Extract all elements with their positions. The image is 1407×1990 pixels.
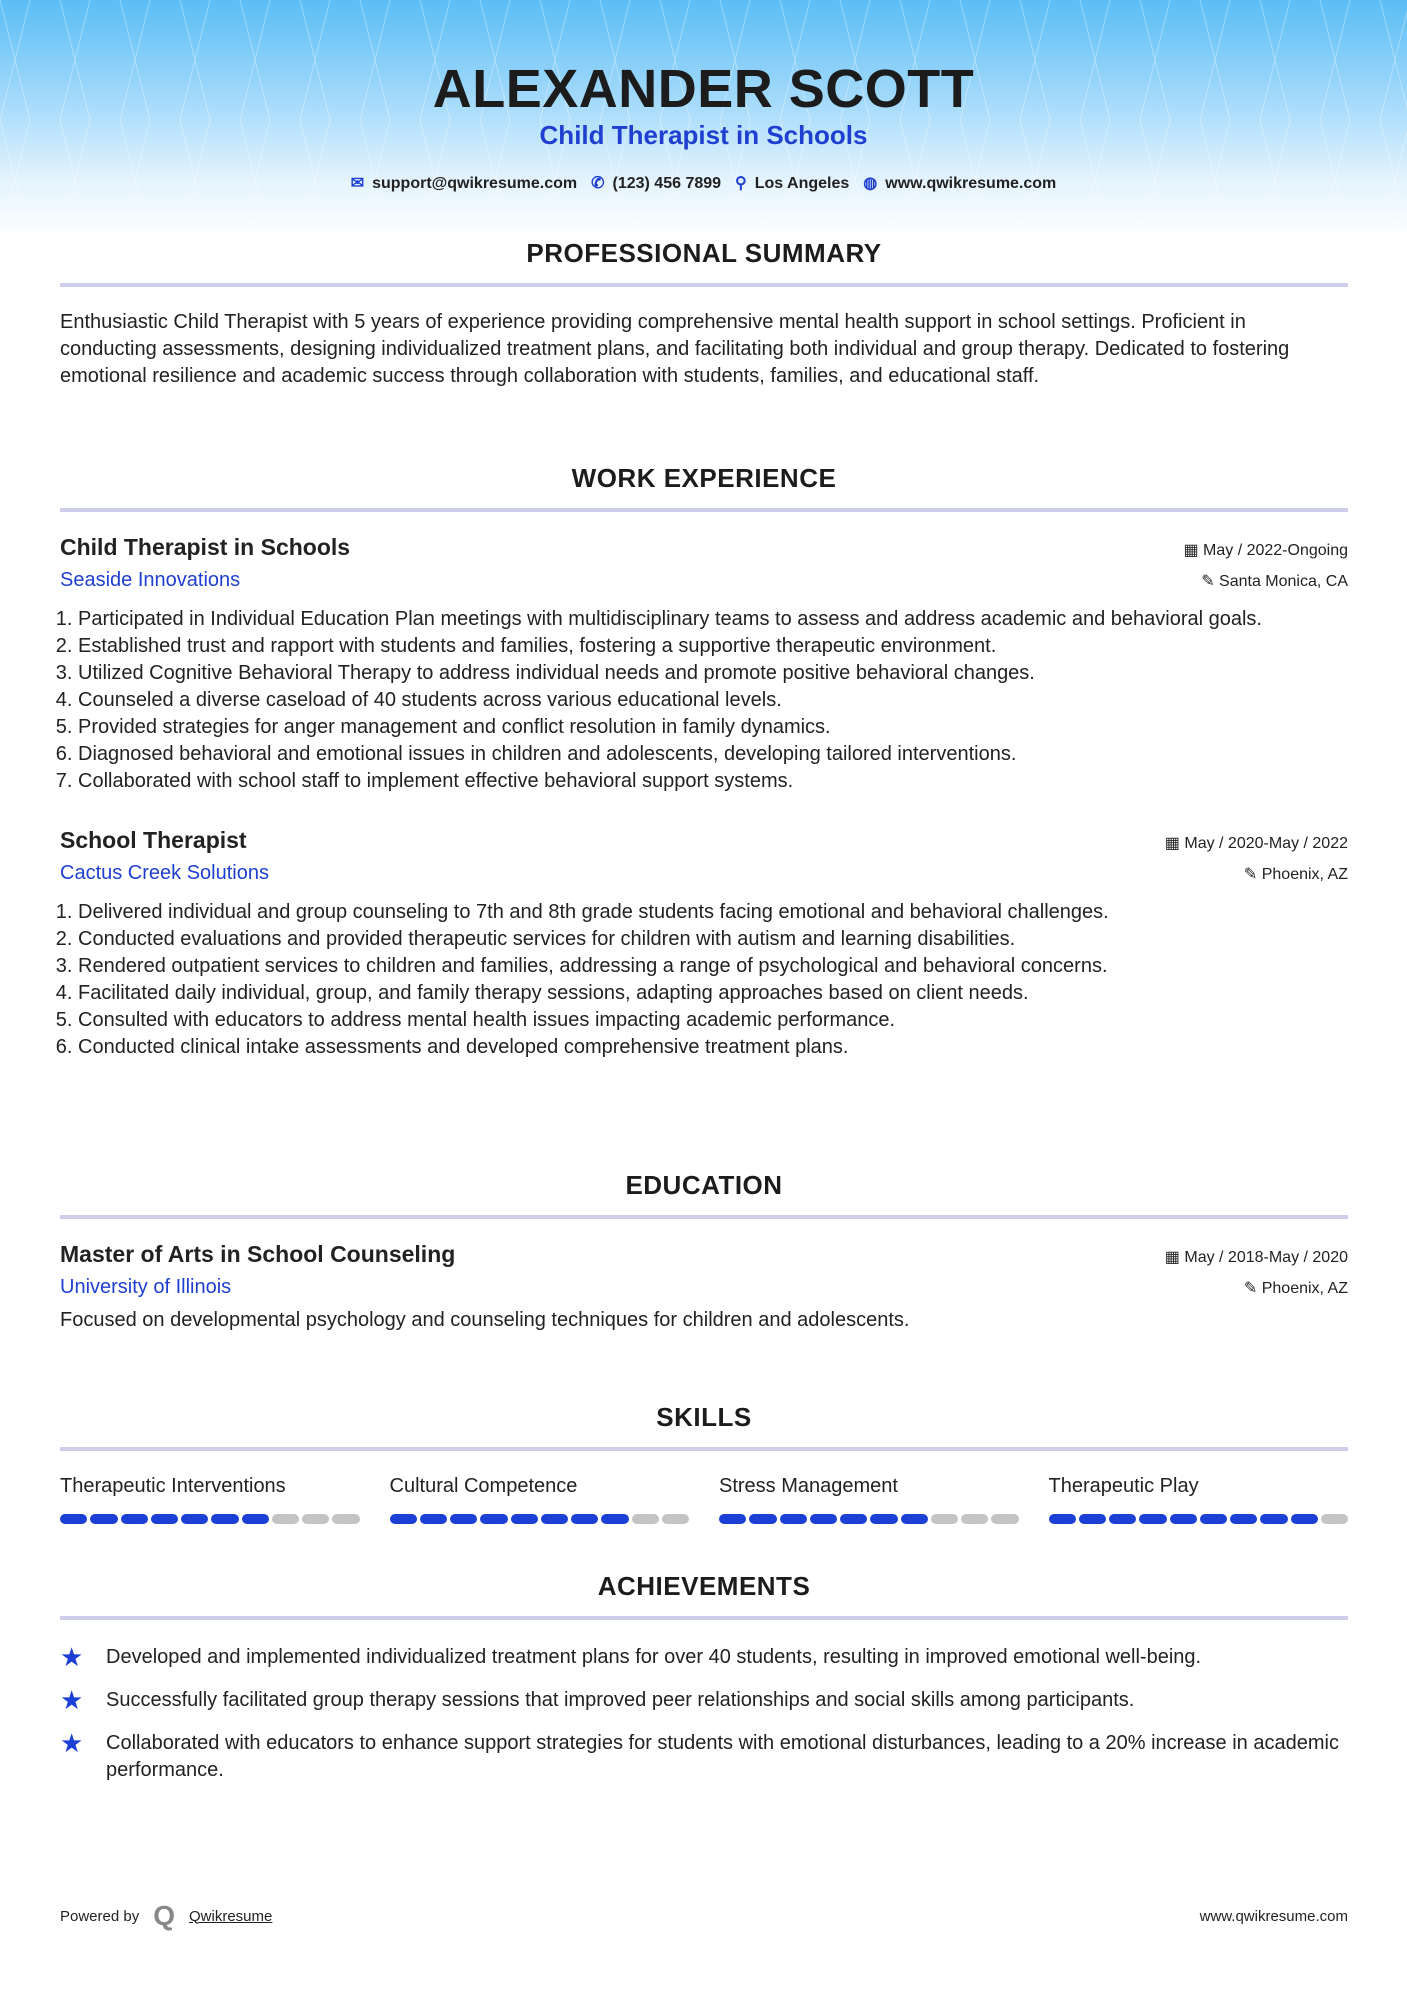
skill-segment bbox=[60, 1514, 87, 1524]
divider bbox=[60, 1616, 1348, 1620]
section-heading: ACHIEVEMENTS bbox=[597, 1571, 811, 1601]
skill-segment bbox=[1049, 1514, 1076, 1524]
company: Cactus Creek Solutions bbox=[60, 862, 269, 884]
skill-segment bbox=[420, 1514, 447, 1524]
job-title: School Therapist bbox=[60, 827, 247, 853]
job-bullet: 2. Established trust and rapport with students and families, fostering a supportive therapeutic environment. bbox=[78, 633, 1348, 660]
skill-segment bbox=[1291, 1514, 1318, 1524]
divider bbox=[60, 1447, 1348, 1451]
skill-segment bbox=[1170, 1514, 1197, 1524]
skill-segment bbox=[1200, 1514, 1227, 1524]
job-bullet: 1. Participated in Individual Education Plan meetings with multidisciplinary teams to assess and address academic and behavioral goals. bbox=[78, 606, 1348, 633]
skill-item bbox=[390, 1475, 690, 1524]
skill-name: Stress Management bbox=[719, 1475, 898, 1497]
section-heading: EDUCATION bbox=[625, 1170, 783, 1200]
skill-segment bbox=[1079, 1514, 1106, 1524]
location-icon: ⚲ bbox=[735, 175, 747, 192]
skill-segment bbox=[780, 1514, 807, 1524]
achievement-item: ★ Successfully facilitated group therapy sessions that improved peer relationships and social skills among participants. bbox=[60, 1685, 1135, 1715]
contact-item[interactable]: ⚲ Los Angeles bbox=[735, 175, 850, 192]
phone-icon: ✆ bbox=[591, 175, 605, 192]
job-location: ✎ Phoenix, AZ bbox=[1243, 866, 1348, 883]
education-section bbox=[60, 1170, 1348, 1334]
job-title: Child Therapist in Schools bbox=[60, 534, 351, 560]
skill-segment bbox=[1260, 1514, 1287, 1524]
skill-segment bbox=[272, 1514, 299, 1524]
candidate-title: Child Therapist in Schools bbox=[539, 120, 868, 150]
pin-icon: ✎ bbox=[1243, 866, 1262, 883]
skill-segment bbox=[511, 1514, 538, 1524]
skill-level-bar bbox=[60, 1514, 360, 1524]
skills-section bbox=[60, 1402, 1348, 1524]
section-heading: WORK EXPERIENCE bbox=[571, 463, 837, 493]
skill-segment bbox=[571, 1514, 598, 1524]
job-bullet: 3. Utilized Cognitive Behavioral Therapy to address individual needs and promote positive behavioral changes. bbox=[78, 660, 1348, 687]
skill-level-bar bbox=[1049, 1514, 1349, 1524]
contact-item[interactable]: ✆ (123) 456 7899 bbox=[591, 175, 722, 192]
skill-segment bbox=[991, 1514, 1018, 1524]
skill-segment bbox=[541, 1514, 568, 1524]
job-bullet: 3. Rendered outpatient services to children and families, addressing a range of psychological and behavioral concerns. bbox=[78, 953, 1348, 980]
skill-segment bbox=[121, 1514, 148, 1524]
skill-segment bbox=[749, 1514, 776, 1524]
skill-segment bbox=[211, 1514, 238, 1524]
calendar-icon: ▦ bbox=[1164, 835, 1185, 852]
skill-segment bbox=[242, 1514, 269, 1524]
calendar-icon: ▦ bbox=[1164, 1249, 1185, 1266]
achievement-item: ★ Developed and implemented individualized treatment plans for over 40 students, resulting in improved emotional well-being. bbox=[60, 1642, 1202, 1672]
skill-segment bbox=[901, 1514, 928, 1524]
skill-segment bbox=[390, 1514, 417, 1524]
job-date: ▦ May / 2020-May / 2022 bbox=[1164, 835, 1348, 852]
skill-name: Therapeutic Interventions bbox=[60, 1475, 286, 1497]
footer-url[interactable]: www.qwikresume.com bbox=[1199, 1907, 1348, 1925]
powered-by: Powered by bbox=[60, 1907, 140, 1925]
skill-segment bbox=[961, 1514, 988, 1524]
experience-section bbox=[60, 463, 1348, 1061]
job-bullet: 4. Counseled a diverse caseload of 40 students across various educational levels. bbox=[78, 687, 1348, 714]
skill-segment bbox=[1321, 1514, 1348, 1524]
job-bullet: 2. Conducted evaluations and provided therapeutic services for children with autism and learning disabilities. bbox=[78, 926, 1348, 953]
skill-segment bbox=[870, 1514, 897, 1524]
divider bbox=[60, 283, 1348, 287]
skill-segment bbox=[332, 1514, 359, 1524]
skill-name: Cultural Competence bbox=[389, 1475, 578, 1497]
calendar-icon: ▦ bbox=[1183, 542, 1204, 559]
job-entry bbox=[60, 534, 1348, 795]
job-bullet: 7. Collaborated with school staff to implement effective behavioral support systems. bbox=[78, 768, 1348, 795]
job-bullets bbox=[60, 606, 1348, 795]
skill-segment bbox=[151, 1514, 178, 1524]
skill-segment bbox=[810, 1514, 837, 1524]
summary-text: Enthusiastic Child Therapist with 5 years of experience providing comprehensive mental health support in school settings. Proficient in conducting assessments, designing individualized treatment plans, and facilitating both individual and group therapy. Dedicated to fostering emotional resilience and academic success through collaboration with students, families, and educational staff. bbox=[60, 311, 1290, 387]
school: University of Illinois bbox=[60, 1276, 232, 1298]
contact-row bbox=[0, 173, 1407, 193]
qwikresume-logo-icon: Q bbox=[153, 1900, 175, 1931]
skill-item bbox=[1049, 1475, 1349, 1524]
job-bullet: 5. Provided strategies for anger management and conflict resolution in family dynamics. bbox=[78, 714, 1348, 741]
summary-section bbox=[60, 238, 1348, 390]
skill-segment bbox=[302, 1514, 329, 1524]
skill-segment bbox=[840, 1514, 867, 1524]
company: Seaside Innovations bbox=[60, 569, 241, 591]
skill-segment bbox=[1230, 1514, 1257, 1524]
email-icon: ✉ bbox=[350, 175, 365, 192]
header-banner bbox=[0, 0, 1407, 240]
job-entry bbox=[60, 827, 1348, 1061]
section-heading: PROFESSIONAL SUMMARY bbox=[526, 238, 882, 268]
star-icon: ★ bbox=[60, 1642, 84, 1672]
brand-link[interactable]: Qwikresume bbox=[189, 1907, 273, 1925]
edu-date: ▦ May / 2018-May / 2020 bbox=[1164, 1249, 1348, 1266]
skill-segment bbox=[601, 1514, 628, 1524]
skill-segment bbox=[450, 1514, 477, 1524]
achievement-item: ★ Collaborated with educators to enhance support strategies for students with emotional disturbances, leading to a 20% increase in academic performance. bbox=[60, 1730, 1348, 1784]
skill-segment bbox=[662, 1514, 689, 1524]
achievements-section bbox=[60, 1571, 1348, 1800]
skill-item bbox=[60, 1475, 360, 1524]
job-bullet: 6. Diagnosed behavioral and emotional issues in children and adolescents, developing tailored interventions. bbox=[78, 741, 1348, 768]
skill-segment bbox=[480, 1514, 507, 1524]
skill-segment bbox=[1109, 1514, 1136, 1524]
job-bullet: 4. Facilitated daily individual, group, and family therapy sessions, adapting approaches based on client needs. bbox=[78, 980, 1348, 1007]
job-date: ▦ May / 2022-Ongoing bbox=[1183, 542, 1348, 559]
job-bullets bbox=[60, 899, 1348, 1061]
skill-level-bar bbox=[719, 1514, 1019, 1524]
section-heading: SKILLS bbox=[656, 1402, 752, 1432]
contact-item[interactable]: ✉ support@qwikresume.com bbox=[350, 175, 578, 192]
divider bbox=[60, 1215, 1348, 1219]
footer bbox=[60, 1900, 1348, 1932]
job-bullet: 5. Consulted with educators to address mental health issues impacting academic performance. bbox=[78, 1007, 1348, 1034]
edu-location: ✎ Phoenix, AZ bbox=[1243, 1280, 1348, 1297]
skill-segment bbox=[181, 1514, 208, 1524]
skill-segment bbox=[719, 1514, 746, 1524]
skill-segment bbox=[1139, 1514, 1166, 1524]
skill-item bbox=[719, 1475, 1019, 1524]
skill-level-bar bbox=[390, 1514, 690, 1524]
skill-segment bbox=[931, 1514, 958, 1524]
skill-segment bbox=[90, 1514, 117, 1524]
divider bbox=[60, 508, 1348, 512]
star-icon: ★ bbox=[60, 1728, 84, 1758]
job-bullet: 6. Conducted clinical intake assessments and developed comprehensive treatment plans. bbox=[78, 1034, 1348, 1061]
star-icon: ★ bbox=[60, 1685, 84, 1715]
skill-segment bbox=[632, 1514, 659, 1524]
job-bullet: 1. Delivered individual and group counseling to 7th and 8th grade students facing emotional and behavioral challenges. bbox=[78, 899, 1348, 926]
job-location: ✎ Santa Monica, CA bbox=[1201, 573, 1348, 590]
globe-icon: ◍ bbox=[863, 175, 878, 192]
candidate-name: ALEXANDER SCOTT bbox=[432, 59, 975, 119]
pin-icon: ✎ bbox=[1201, 573, 1220, 590]
degree: Master of Arts in School Counseling bbox=[60, 1241, 456, 1267]
skill-name: Therapeutic Play bbox=[1048, 1475, 1199, 1497]
contact-item[interactable]: ◍ www.qwikresume.com bbox=[863, 175, 1057, 192]
edu-desc: Focused on developmental psychology and counseling techniques for children and adolescents. bbox=[60, 1309, 910, 1331]
pin-icon: ✎ bbox=[1243, 1280, 1262, 1297]
